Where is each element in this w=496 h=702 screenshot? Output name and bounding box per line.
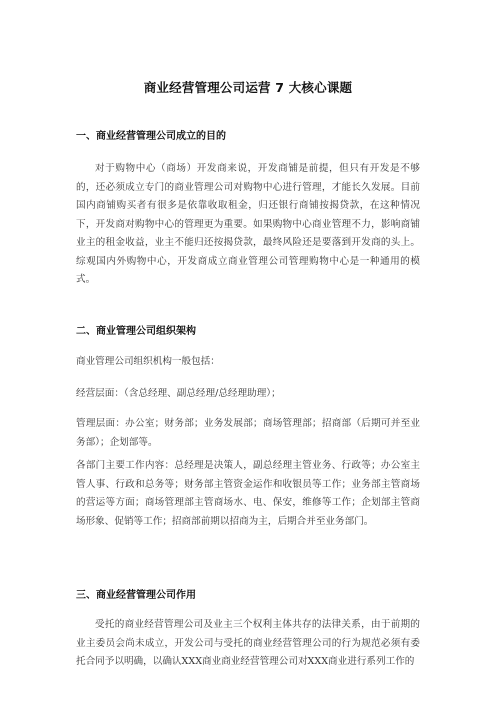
section-heading-org-structure: 二、商业管理公司组织架构 xyxy=(76,326,196,337)
section-heading-purpose: 一、商业经营管理公司成立的目的 xyxy=(76,131,226,142)
section-heading-role: 三、商业经营管理公司作用 xyxy=(76,590,196,601)
paragraph-purpose: 对于购物中心（商场）开发商来说，开发商铺是前提，但只有开发是不够的，还必须成立专门的商业管理公司对购物中心进行管理，才能长久发展。目前国内商铺购买者有很多是依靠收取租金，归还银行商铺按揭贷款，在这种情况下，开发商对购物中心的管理更为重要。如果购物中心商业管理不力，影响商铺业主的租金收益，业主不能归还按揭贷款，最终风险还是要落到开发商的头上。综观国内外购物中心，开发商成立商业管理公司管理购物中心是一种通用的模式。 xyxy=(76,163,420,285)
paragraph-org-intro: 商业管理公司组织机构一般包括： xyxy=(76,356,220,367)
paragraph-operation-level: 经营层面：（含总经理、副总经理/总经理助理）； xyxy=(76,388,281,399)
document-title: 商业经营管理公司运营 7 大核心课题 xyxy=(143,80,353,95)
paragraph-department-duties: 各部门主要工作内容：总经理是决策人，副总经理主管业务、行政等；办公室主管人事、行政和总务等；财务部主管资金运作和收银员等工作；业务部主管商场的营运等方面；商场管理部主管商场水、电、保安，维修等工作；企划部主管商场形象、促销等工作；招商部前期以招商为主，后期合并至业务部门。 xyxy=(76,460,420,527)
paragraph-management-level: 管理层面：办公室；财务部；业务发展部；商场管理部；招商部（后期可并至业务部）；企划部等。 xyxy=(76,418,420,448)
paragraph-role: 受托的商业经营管理公司及业主三个权利主体共存的法律关系，由于前期的业主委员会尚未成立，开发公司与受托的商业经营管理公司的行为规范必须有委托合同予以明确，以确认XXX商业商业经营管理公司对XXX商业进行系列工作的 xyxy=(76,619,420,667)
